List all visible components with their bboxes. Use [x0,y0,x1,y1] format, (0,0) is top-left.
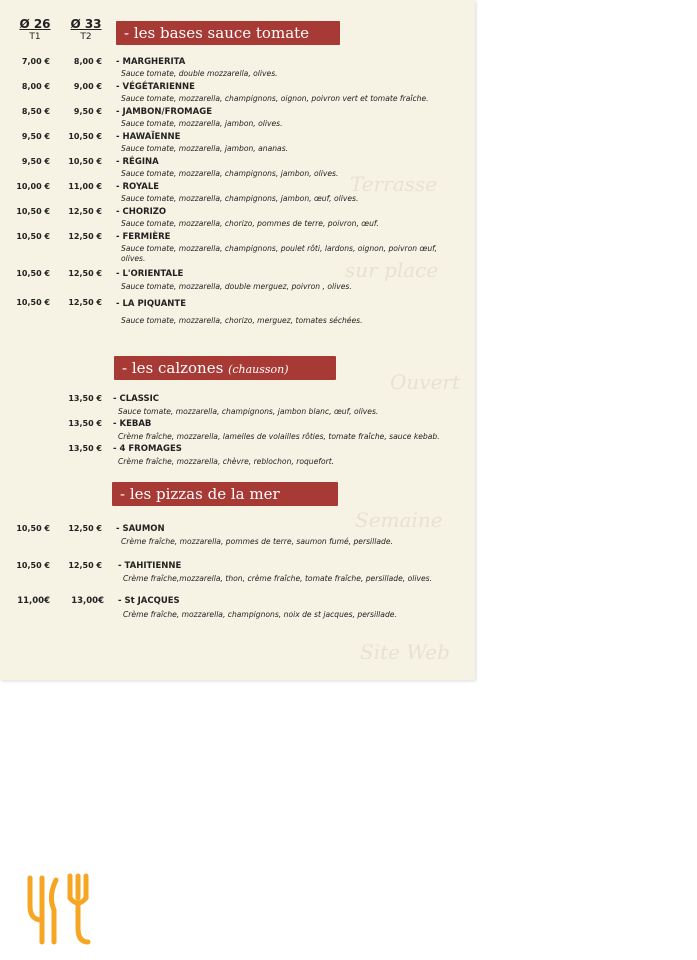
item-name: - KEBAB [113,419,152,429]
item-description: Crème fraîche, mozzarella, chèvre, reblochon, roquefort. [118,457,335,466]
price-t2: 12,50 € [68,232,102,241]
price-t2: 10,50 € [68,157,102,166]
price-t2: 12,50 € [68,298,102,307]
show-through: sur place [345,258,439,282]
price-t1: 10,50 € [16,524,50,533]
menu-page [0,0,475,680]
price-t1: 7,00 € [21,57,50,66]
item-name: - St JACQUES [118,596,180,606]
item-description: Sauce tomate, mozzarella, champignons, jambon, œuf, olives. [121,194,359,203]
item-description: Sauce tomate, double mozzarella, olives. [121,69,278,78]
size-header-t1 [15,17,55,42]
section-title: - les bases sauce tomate [124,24,310,42]
price-t1: 10,50 € [16,232,50,241]
price-t2: 13,50 € [68,444,102,453]
section-title: - les pizzas de la mer [120,485,280,503]
price-t2: 9,00 € [73,82,102,91]
size-diameter: Ø 33 [70,17,102,31]
section-banner-sea [112,482,338,506]
item-description: Crème fraîche, mozzarella, lamelles de volailles rôties, tomate fraîche, sauce kebab. [118,432,440,441]
section-subtitle: (chausson) [228,363,289,376]
item-description: Sauce tomate, mozzarella, jambon, ananas. [121,144,289,153]
price-t1: 10,50 € [16,207,50,216]
price-t2: 13,00€ [71,596,104,606]
item-description: Sauce tomate, mozzarella, jambon, olives. [121,119,283,128]
price-t1: 11,00€ [17,596,50,606]
item-description: Sauce tomate, mozzarella, champignons, jambon blanc, œuf, olives. [118,407,379,416]
price-t2: 12,50 € [68,524,102,533]
price-t1: 9,50 € [21,132,50,141]
price-t1: 8,00 € [21,82,50,91]
price-t2: 11,00 € [68,182,102,191]
item-name: - HAWAÏENNE [116,132,181,142]
section-title: - les calzones [122,359,224,377]
size-tier: T2 [80,32,92,42]
item-description: Sauce tomate, mozzarella, double merguez, poivron , olives. [121,282,352,291]
price-t2: 8,00 € [73,57,102,66]
section-banner-tomato [116,21,340,45]
item-name: - FERMIÈRE [116,232,171,242]
price-t2: 13,50 € [68,394,102,403]
price-t2: 12,50 € [68,207,102,216]
price-t2: 9,50 € [73,107,102,116]
price-t1: 10,50 € [16,269,50,278]
item-description: Crème fraîche,mozzarella, thon, crème fraîche, tomate fraîche, persillade, olives. [123,574,433,583]
item-name: - CLASSIC [113,394,159,404]
show-through: Semaine [355,508,443,532]
item-name: - ROYALE [116,182,160,192]
item-description: Sauce tomate, mozzarella, chorizo, pommes de terre, poivron, œuf. [121,219,379,228]
item-name: - JAMBON/FROMAGE [116,107,213,117]
size-diameter: Ø 26 [19,17,51,31]
item-name: - CHORIZO [116,207,167,217]
show-through: Site Web [360,640,450,664]
item-name: - RÉGINA [116,157,159,167]
price-t2: 12,50 € [68,561,102,570]
item-name: - TAHITIENNE [118,561,182,571]
size-tier: T1 [29,32,41,42]
item-name: - 4 FROMAGES [113,444,182,454]
show-through: Ouvert [390,370,461,394]
item-name: - SAUMON [116,524,165,534]
price-t2: 13,50 € [68,419,102,428]
size-header-t2 [66,17,106,42]
item-description: Crème fraîche, mozzarella, pommes de terre, saumon fumé, persillade. [121,537,393,546]
item-description: Sauce tomate, mozzarella, chorizo, merguez, tomates séchées. [121,316,363,325]
item-description: Crème fraîche, mozzarella, champignons, noix de st jacques, persillade. [123,610,397,619]
item-description: Sauce tomate, mozzarella, champignons, jambon, olives. [121,169,339,178]
price-t1: 9,50 € [21,157,50,166]
item-description: Sauce tomate, mozzarella, champignons, oignon, poivron vert et tomate fraîche. [121,94,429,103]
restaurant-logo-icon [22,868,92,948]
item-name: - VÉGÉTARIENNE [116,82,195,92]
item-description: Sauce tomate, mozzarella, champignons, poulet rôti, lardons, oignon, poivron œuf, olives. [121,244,438,263]
item-name: - MARGHERITA [116,57,186,67]
price-t1: 10,00 € [16,182,50,191]
item-name: - LA PIQUANTE [116,299,186,309]
price-t2: 12,50 € [68,269,102,278]
price-t1: 10,50 € [16,298,50,307]
price-t2: 10,50 € [68,132,102,141]
item-name: - L'ORIENTALE [116,269,184,279]
section-banner-calzones [114,356,336,380]
price-t1: 10,50 € [16,561,50,570]
price-t1: 8,50 € [21,107,50,116]
show-through: Terrasse [350,172,438,196]
